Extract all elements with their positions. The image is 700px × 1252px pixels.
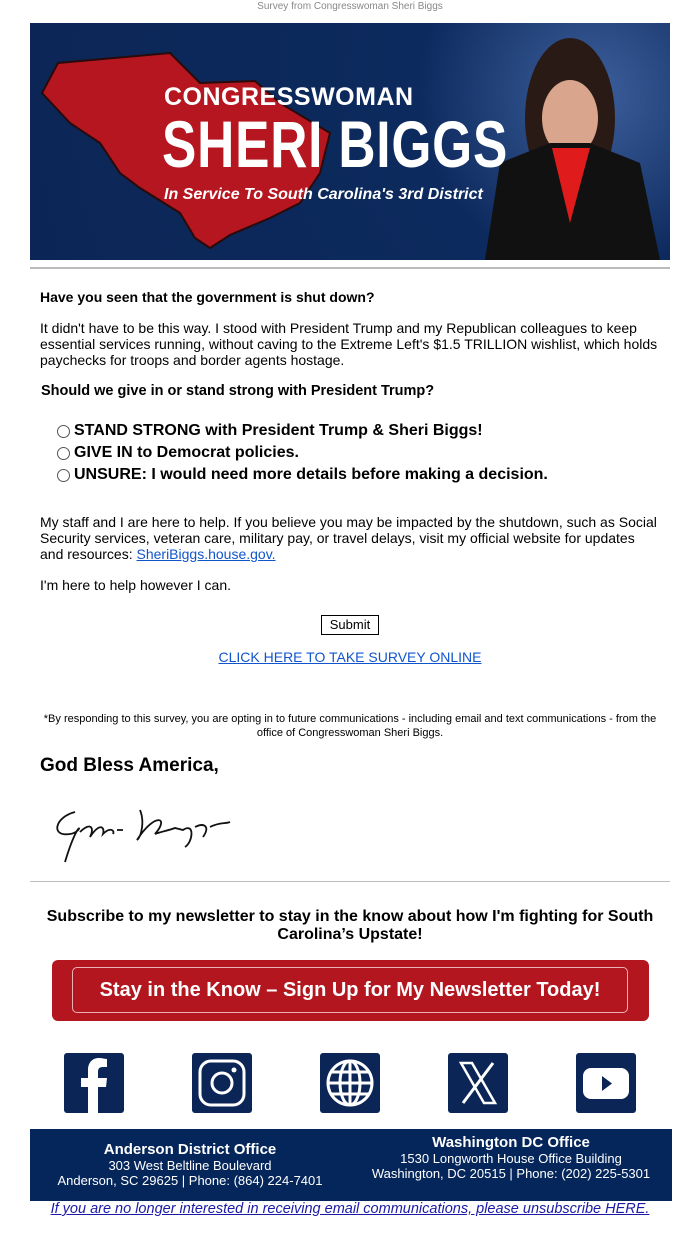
- divider: [30, 881, 670, 882]
- take-survey-online-link[interactable]: CLICK HERE TO TAKE SURVEY ONLINE: [218, 649, 482, 665]
- dc-office: [350, 1134, 672, 1181]
- preheader: Survey from Congresswoman Sheri Biggs: [257, 1, 443, 12]
- radio-button[interactable]: [57, 425, 70, 438]
- help-closing: I'm here to help however I can.: [40, 577, 231, 593]
- website-link[interactable]: SheriBiggs.house.gov.: [136, 546, 276, 562]
- intro-paragraph: It didn't have to be this way. I stood with President Trump and my Republican colleagues to keep essential services running, without caving to the Extreme Left's $1.5 TRILLION wishlist, which holds paychecks for troops and border agents hostage.: [40, 320, 658, 368]
- newsletter-signup-button[interactable]: [52, 960, 649, 1021]
- office-city-phone: Anderson, SC 29625 | Phone: (864) 224-7401: [57, 1173, 323, 1188]
- x-icon[interactable]: [448, 1053, 508, 1113]
- banner-title-1: CONGRESSWOMAN: [164, 83, 414, 111]
- office-name: Anderson District Office: [103, 1141, 277, 1158]
- unsubscribe-container: [0, 1201, 700, 1217]
- footer-offices: [30, 1129, 672, 1201]
- option-label: GIVE IN to Democrat policies.: [74, 444, 299, 461]
- youtube-icon[interactable]: [576, 1053, 636, 1113]
- disclaimer: *By responding to this survey, you are opting in to future communications - including email and text communications - from the office of Congresswoman Sheri Biggs.: [43, 713, 657, 739]
- newsletter-button-label: Stay in the Know – Sign Up for My Newsletter Today!: [72, 967, 628, 1013]
- option-label: STAND STRONG with President Trump & Sheri Biggs!: [74, 422, 483, 439]
- banner-title-2: SHERI BIGGS: [162, 107, 509, 181]
- help-text: My staff and I are here to help. If you believe you may be impacted by the shutdown, such as Social Security services, veteran care, military pay, or travel delays, visit my official website for updates and resources:: [40, 514, 657, 562]
- globe-icon[interactable]: [320, 1053, 380, 1113]
- instagram-icon[interactable]: [192, 1053, 252, 1113]
- subscribe-text: Subscribe to my newsletter to stay in the know about how I'm fighting for South Carolina’s Upstate!: [46, 908, 654, 943]
- banner-subtitle: In Service To South Carolina's 3rd District: [164, 186, 483, 203]
- header-banner: [30, 23, 670, 260]
- option-stand-strong[interactable]: [57, 422, 483, 440]
- office-city-phone: Washington, DC 20515 | Phone: (202) 225-5301: [371, 1166, 651, 1181]
- intro-heading: Have you seen that the government is shut down?: [40, 289, 375, 305]
- office-name: Washington DC Office: [432, 1134, 590, 1151]
- anderson-office: [30, 1141, 350, 1188]
- signature-image: [45, 792, 235, 867]
- radio-button[interactable]: [57, 447, 70, 460]
- option-unsure[interactable]: [57, 466, 548, 484]
- office-address: 1530 Longworth House Office Building: [400, 1151, 622, 1166]
- radio-button[interactable]: [57, 469, 70, 482]
- option-label: UNSURE: I would need more details before making a decision.: [74, 466, 548, 483]
- help-paragraph: [40, 514, 660, 562]
- question-text: Should we give in or stand strong with President Trump?: [41, 383, 435, 399]
- facebook-icon[interactable]: [64, 1053, 124, 1113]
- submit-button[interactable]: Submit: [321, 615, 379, 635]
- signoff: God Bless America,: [40, 755, 219, 776]
- survey-link-container: [0, 649, 700, 665]
- option-give-in[interactable]: [57, 444, 299, 462]
- office-address: 303 West Beltline Boulevard: [108, 1158, 272, 1173]
- divider: [30, 267, 670, 269]
- unsubscribe-link[interactable]: If you are no longer interested in receiving email communications, please unsubscribe HERE.: [50, 1201, 650, 1217]
